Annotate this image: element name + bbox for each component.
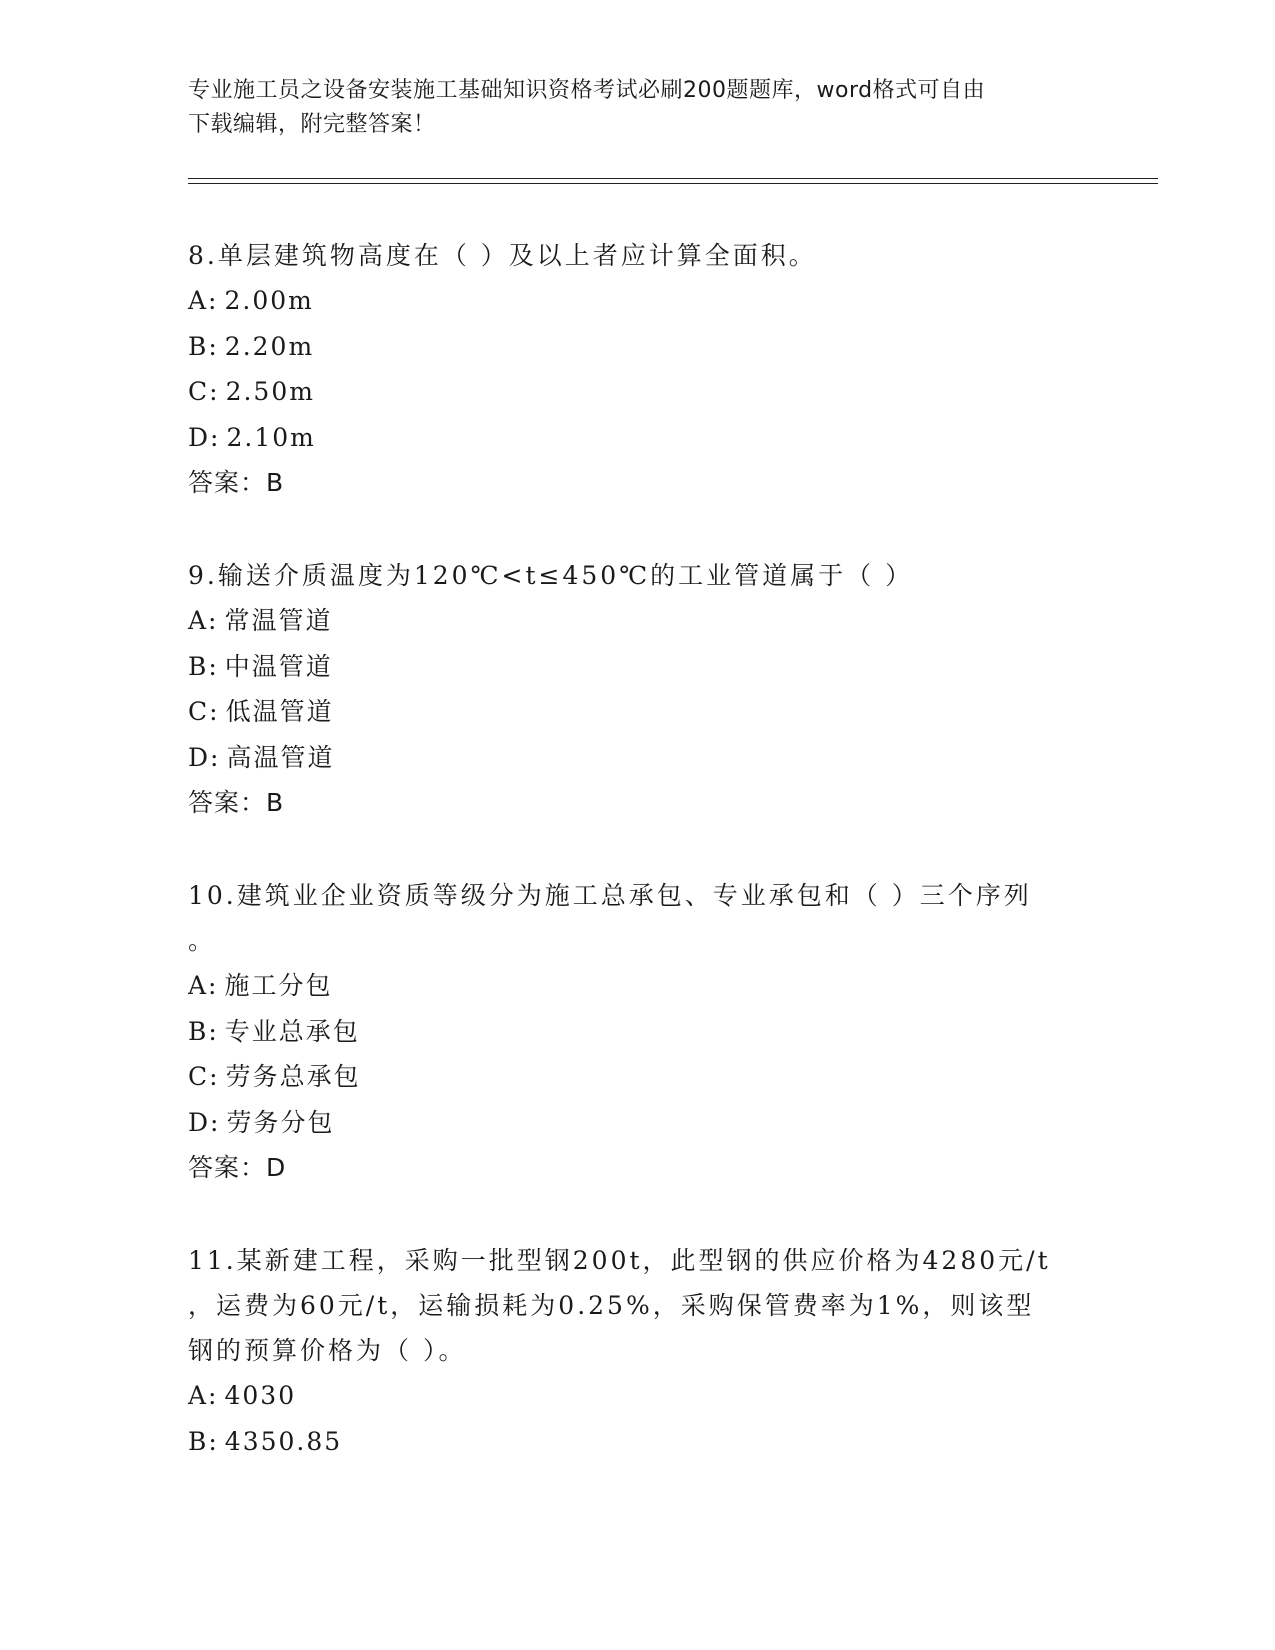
option-letter: A: xyxy=(188,971,219,1000)
header-line-2: 下载编辑，附完整答案！ xyxy=(188,112,436,137)
document-header xyxy=(188,74,1068,142)
question-block xyxy=(188,873,1068,1190)
option-letter: B: xyxy=(188,651,219,681)
option-a xyxy=(188,963,1068,1009)
question-block xyxy=(188,233,1068,505)
option-c xyxy=(188,369,1068,415)
option-b xyxy=(188,1419,1068,1465)
option-letter: B: xyxy=(188,1016,219,1046)
option-text: 4030 xyxy=(224,1381,297,1410)
option-text: 4350.85 xyxy=(224,1426,343,1456)
header-divider-top xyxy=(188,178,1158,179)
option-letter: D: xyxy=(188,1107,221,1137)
option-letter: A: xyxy=(188,286,219,315)
option-text: 2.50m xyxy=(225,377,315,406)
option-a xyxy=(188,278,1068,324)
option-text: 2.20m xyxy=(224,331,315,361)
question-title-line-2: ，运费为60元/t，运输损耗为0.25%，采购保管费率为1%，则该型 xyxy=(188,1291,1035,1320)
option-letter: C: xyxy=(188,697,220,726)
question-title-line-2: 。 xyxy=(188,926,217,955)
option-letter: D: xyxy=(188,422,221,452)
option-letter: B: xyxy=(188,331,219,361)
option-text: 劳务总承包 xyxy=(225,1062,361,1091)
question-block xyxy=(188,1238,1068,1464)
option-letter: C: xyxy=(188,1062,220,1091)
header-line-1: 专业施工员之设备安装施工基础知识资格考试必刷200题题库，word格式可自由 xyxy=(188,78,986,103)
option-text: 高温管道 xyxy=(226,742,335,772)
option-letter: A: xyxy=(188,1381,219,1410)
question-title: 9.输送介质温度为120℃<t≤450℃的工业管道属于（ ） xyxy=(188,561,914,590)
answer-line: 答案：D xyxy=(188,1153,287,1182)
option-b xyxy=(188,1009,1068,1055)
option-text: 专业总承包 xyxy=(224,1016,360,1046)
option-text: 施工分包 xyxy=(224,971,333,1000)
option-letter: B: xyxy=(188,1426,219,1456)
option-letter: A: xyxy=(188,606,219,635)
question-block xyxy=(188,553,1068,825)
option-d xyxy=(188,1100,1068,1146)
option-b xyxy=(188,324,1068,370)
option-c xyxy=(188,689,1068,735)
header-divider-bottom xyxy=(188,183,1158,184)
option-a xyxy=(188,598,1068,644)
option-letter: D: xyxy=(188,742,221,772)
question-title-line-1: 10.建筑业企业资质等级分为施工总承包、专业承包和（ ）三个序列 xyxy=(188,881,1032,910)
option-text: 常温管道 xyxy=(224,606,333,635)
option-text: 2.10m xyxy=(226,422,316,452)
question-title-line-3: 钢的预算价格为（ ）。 xyxy=(188,1336,467,1365)
option-text: 劳务分包 xyxy=(226,1107,335,1137)
option-a xyxy=(188,1373,1068,1419)
answer-line: 答案：B xyxy=(188,468,285,497)
question-title: 8.单层建筑物高度在（ ）及以上者应计算全面积。 xyxy=(188,241,817,270)
option-text: 中温管道 xyxy=(224,651,333,681)
option-c xyxy=(188,1054,1068,1100)
option-d xyxy=(188,415,1068,461)
question-title-line-1: 11.某新建工程，采购一批型钢200t，此型钢的供应价格为4280元/t xyxy=(188,1246,1051,1275)
option-b xyxy=(188,644,1068,690)
option-text: 低温管道 xyxy=(225,697,334,726)
option-text: 2.00m xyxy=(224,286,314,315)
option-letter: C: xyxy=(188,377,220,406)
option-d xyxy=(188,735,1068,781)
answer-line: 答案：B xyxy=(188,788,285,817)
